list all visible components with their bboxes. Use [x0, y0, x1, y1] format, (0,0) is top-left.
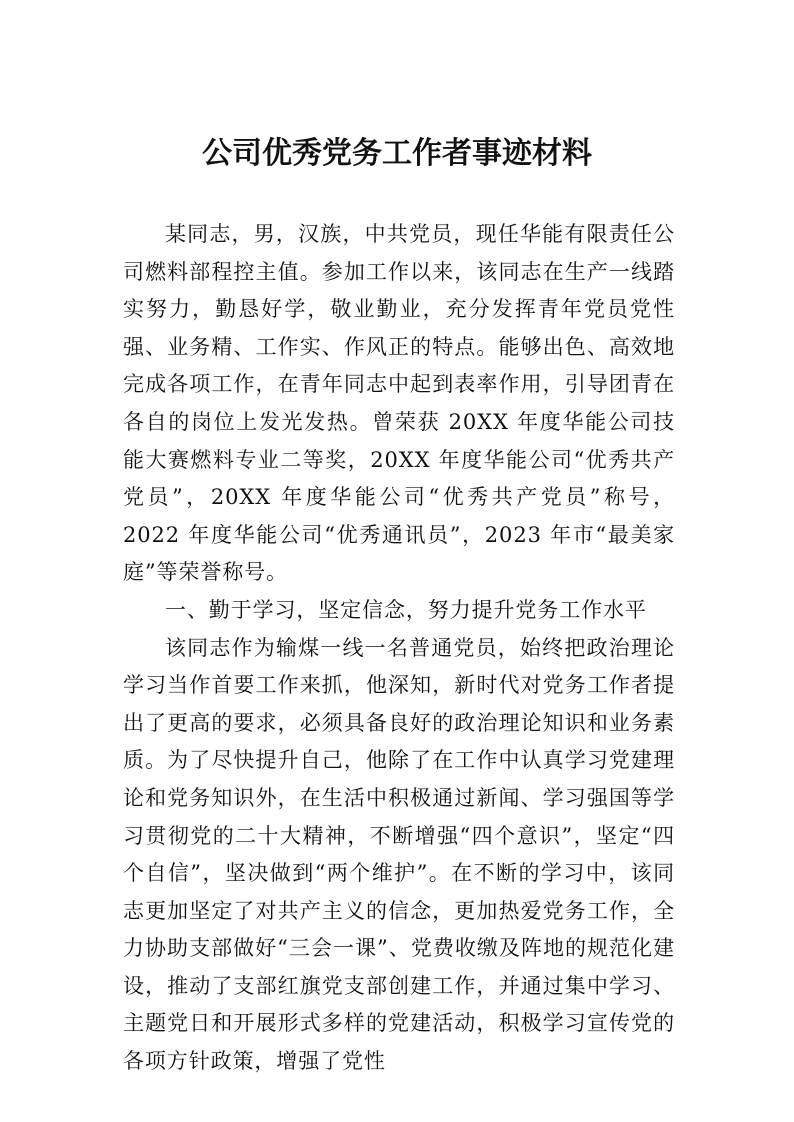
paragraph-intro: 某同志，男，汉族，中共党员，现任华能有限责任公司燃料部程控主值。参加工作以来，该同志在生产一线踏实努力，勤恳好学，敬业勤业，充分发挥青年党员党性强、业务精、工作实、作风正的特点。能够出色、高效地完成各项工作，在青年同志中起到表率作用，引导团青在各自的岗位上发光发热。曾荣获 20XX 年度华能公司技能大赛燃料专业二等奖，20XX 年度华能公司“优秀共产党员”，20XX 年度华能公司“优秀共产党员”称号，2022 年度华能公司“优秀通讯员”，2023 年市“最美家庭”等荣誉称号。	[123, 222, 675, 585]
document-title: 公司优秀党务工作者事迹材料	[202, 136, 592, 171]
paragraph-section-1: 该同志作为输煤一线一名普通党员，始终把政治理论学习当作首要工作来抓，他深知，新时代对党务工作者提出了更高的要求，必须具备良好的政治理论知识和业务素质。为了尽快提升自己，他除了在工作中认真学习党建理论和党务知识外，在生活中积极通过新闻、学习强国等学习贯彻党的二十大精神，不断增强“四个意识”，坚定“四个自信”，坚决做到“两个维护”。在不断的学习中，该同志更加坚定了对共产主义的信念，更加热爱党务工作，全力协助支部做好“三会一课”、党费收缴及阵地的规范化建设，推动了支部红旗党支部创建工作，并通过集中学习、主题党日和开展形式多样的党建活动，积极学习宣传党的各项方针政策，增强了党性	[123, 635, 675, 1074]
section-heading-1: 一、勤于学习，坚定信念，努力提升党务工作水平	[165, 597, 647, 622]
document-body	[123, 216, 675, 1081]
